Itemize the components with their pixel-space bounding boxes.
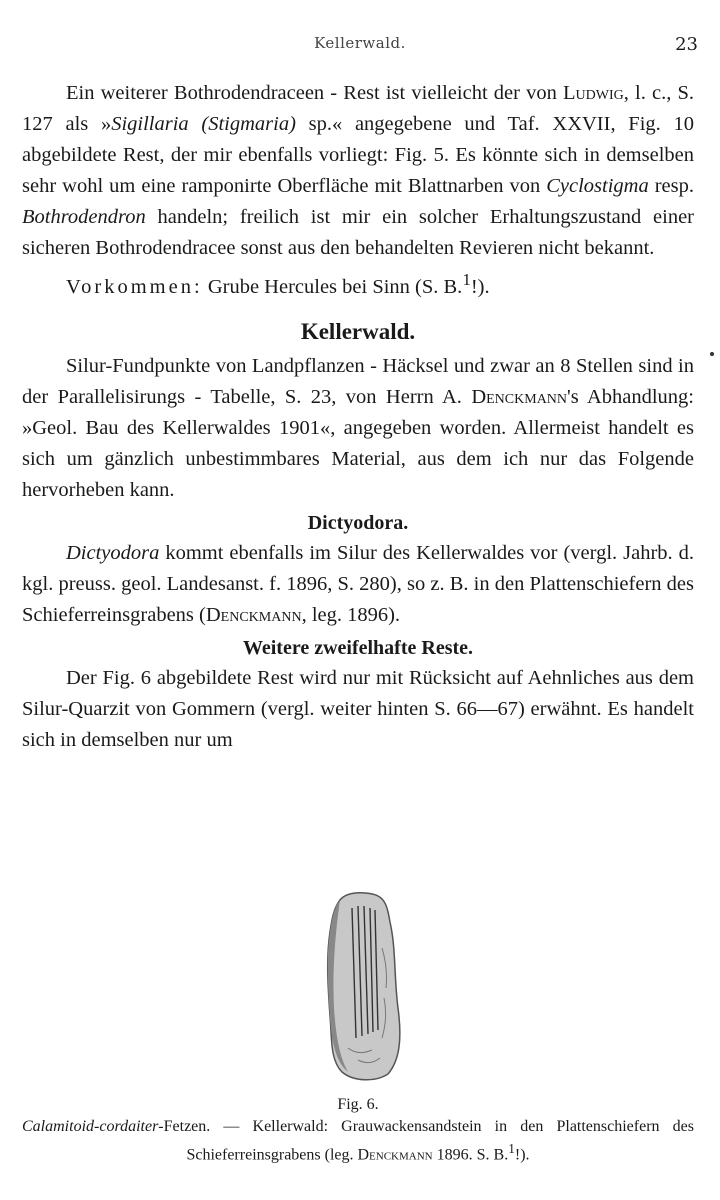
- section-heading-kellerwald: Kellerwald.: [300, 318, 416, 344]
- figure-number: Fig. 6.: [337, 1096, 379, 1113]
- text-run: 1896. S. B.: [432, 1146, 509, 1164]
- page-header: [22, 34, 698, 58]
- taxon-cyclostigma: Cyclostigma: [546, 175, 649, 197]
- taxon-sigillaria: Sigillaria (Stigmaria): [111, 113, 296, 135]
- text-run: 's Abhandlung: »Geol. Bau des Kellerwaldes 1901«, angegeben worden. Allermeist handelt es sich um gänzlich unbestimmbares Material, aus dem ich nur das Folgende hervorheben kann.: [22, 385, 695, 501]
- author-denckmann: Denckmann: [471, 385, 568, 408]
- paragraph-weitere-reste: Der Fig. 6 abgebildete Rest wird nur mit Rücksicht auf Aehnliches aus dem Silur-Quarzit von Gommern (vergl. weiter hinten S. 66—67) erwähnt. Es handelt sich in demselben nur um: [22, 666, 694, 751]
- footnote-mark: 1: [508, 1141, 515, 1156]
- text-run: !).: [514, 1146, 530, 1164]
- author-ludwig: Ludwig: [563, 82, 624, 104]
- fossil-figure: [318, 888, 416, 1084]
- author-denckmann: Denckmann: [357, 1146, 433, 1164]
- vorkommen-label: Vorkommen:: [66, 275, 203, 298]
- taxon-bothrodendron: Bothrodendron: [22, 206, 146, 228]
- margin-speck: [710, 352, 714, 356]
- text-run: -Fetzen. — Kellerwald: Grauwackensandstein in den Plattenschiefern des Schieferreinsgrabens (leg.: [158, 1118, 694, 1164]
- paragraph-bothrodendraceen: [22, 78, 694, 264]
- paragraph-silur-fundpunkte: [22, 351, 694, 506]
- figure-caption: [22, 1094, 694, 1166]
- text-run: sp.« angegebene und Taf. XXVII, Fig. 10 abgebildete Rest, der mir ebenfalls vorliegt: Fig. 5. Es könnte sich in demselben sehr wohl um eine ramponirte Oberfläche mit Blattnarben von: [22, 113, 694, 197]
- text-run: !).: [470, 275, 490, 298]
- text-run: , l. c., S. 127 als »: [22, 82, 694, 135]
- text-run: handeln; freilich ist mir ein solcher Erhaltungszustand einer sicheren Bothrodendracee sonst aus den behandelten Revieren nicht bekannt.: [22, 206, 694, 259]
- figure-description: [22, 1116, 694, 1166]
- text-run: Grube Hercules bei Sinn (S. B.: [202, 275, 463, 298]
- text-run: kommt ebenfalls im Silur des Kellerwaldes vor (vergl. Jahrb. d. kgl. preuss. geol. Landesanst. f. 1896, S. 280), so z. B. in den Plattenschiefern des Schieferreinsgrabens (: [22, 541, 694, 626]
- taxon-calamitoid: Calamitoid-cordaiter: [22, 1118, 159, 1135]
- text-run: Silur-Fundpunkte von Landpflanzen - Häcksel und zwar an 8 Stellen sind in der Parallelisirungs - Tabelle, S. 23, von Herrn A.: [22, 354, 694, 408]
- text-run: , leg. 1896).: [301, 603, 401, 626]
- paragraph-dictyodora: [22, 538, 694, 631]
- paragraph-vorkommen: [22, 264, 694, 303]
- footnote-mark: 1: [462, 270, 471, 289]
- text-run: resp.: [648, 175, 694, 197]
- body-text: [22, 78, 694, 756]
- page-number: 23: [675, 34, 698, 55]
- text-run: Ein weiterer Bothrodendraceen - Rest ist vielleicht der von: [66, 82, 563, 104]
- taxon-dictyodora: Dictyodora: [66, 541, 160, 564]
- section-heading-dictyodora: Dictyodora.: [307, 511, 409, 534]
- author-denckmann: Denckmann: [205, 603, 302, 626]
- running-title: Kellerwald.: [314, 34, 406, 52]
- section-heading-weitere-reste: Weitere zweifelhafte Reste.: [242, 636, 474, 659]
